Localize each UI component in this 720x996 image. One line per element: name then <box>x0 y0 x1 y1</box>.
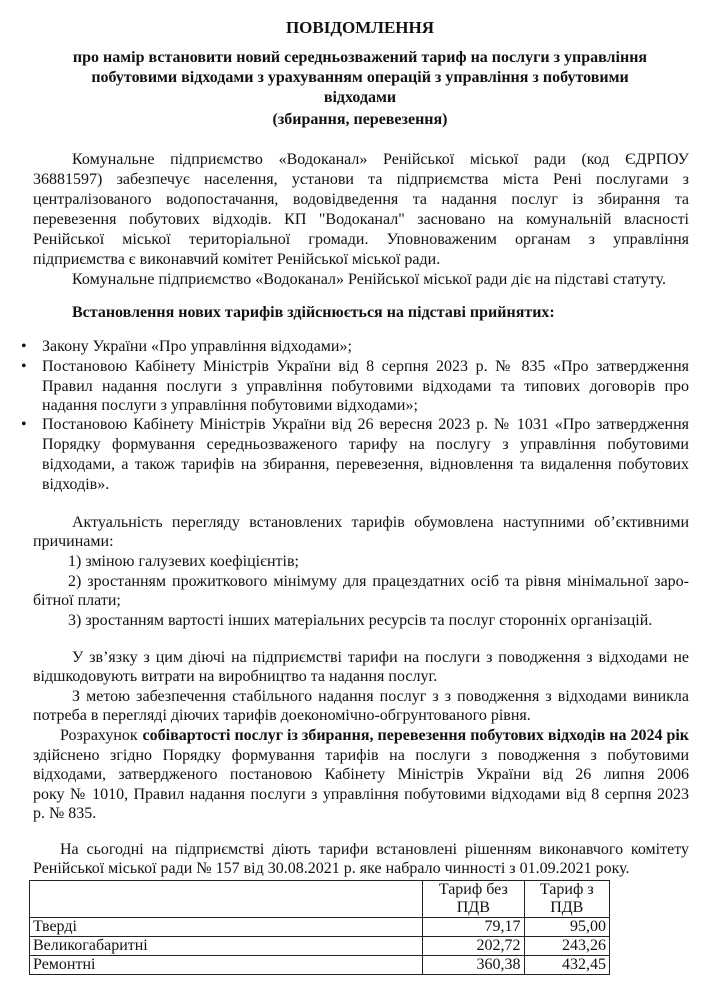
bullet-icon: • <box>21 338 27 355</box>
tariffs-table <box>29 880 610 975</box>
table-cell-category: Великогабаритні <box>30 937 423 956</box>
intro-line: централізованого водопостачання, водовідведення та надання послуг із збирання та <box>33 191 689 208</box>
calc-line-bold: собівартості послуг із збирання, перевезення побутових відходів на 2024 рік <box>142 727 689 744</box>
intro-line: Ренійської міської територіальної громади. Уповноваженим органам з управління <box>33 231 689 248</box>
consequence-line: потреба в перегляді діючих тарифів доекономічно-обгрунтованого рівня. <box>33 707 531 724</box>
bullet-icon: • <box>21 358 27 375</box>
current-tariffs-line: Ренійської міської ради № 157 від 30.08.2021 р. яке набрало чинності з 01.09.2021 року. <box>33 860 630 877</box>
basis-line: Постановою Кабінету Міністрів України від 8 серпня 2023 р. № 835 «Про затвердження <box>42 358 689 375</box>
subtitle-line: (збирання, перевезення) <box>272 111 448 128</box>
reasons-line: 2) зростанням прожиткового мінімуму для працездатних осіб та рівня мінімальної заро- <box>68 573 689 590</box>
calc-line: року № 1010, Правил надання послуги з управління побутовими відходами від 8 серпня 2023 <box>33 786 689 803</box>
table-header-cell: Тариф з ПДВ <box>524 881 609 918</box>
table-row <box>30 956 610 975</box>
table-cell-price-no-vat: 360,38 <box>423 956 525 975</box>
document-title: ПОВІДОМЛЕННЯ <box>285 18 435 37</box>
reasons-line: причинами: <box>33 533 114 550</box>
intro-line: підприємства є виконавчий комітет Ренійської міської ради. <box>33 251 441 268</box>
basis-line: надання послуги з управління побутовими відходами»; <box>42 397 418 414</box>
intro-line: перевезення побутових відходів. КП "Водоканал" засновано на комунальній власності <box>33 211 689 228</box>
table-cell-category: Ремонтні <box>30 956 423 975</box>
intro-line: 36881597) забезпечує населення, установи та підприємства міста Рені послугами з <box>33 171 689 188</box>
reasons-line: Актуальність перегляду встановлених тарифів обумовлена наступними об’єктивними <box>72 514 689 531</box>
table-cell-price-no-vat: 202,72 <box>423 937 525 956</box>
table-row <box>30 918 610 937</box>
calc-line: відходами, затвердженого постановою Кабінету Міністрів України від 26 липня 2006 <box>33 766 689 783</box>
consequence-line: У зв’язку з цим діючі на підприємстві тарифи на послуги з поводження з відходами не <box>72 649 689 666</box>
intro-line: Комунальне підприємство «Водоканал» Ренійської міської ради діє на підставі статуту. <box>72 271 666 288</box>
current-tariffs-line: На сьогодні на підприємстві діють тарифи встановлені рішенням виконавчого комітету <box>60 841 689 858</box>
basis-line: відходів». <box>42 476 110 493</box>
basis-line: Правил надання послуги з управління побутовими відходами та типових договорів про <box>42 378 689 395</box>
calc-line: здійснено згідно Порядку формування тарифів на послуги з поводження з побутовими <box>33 747 689 764</box>
subtitle-line: відходами <box>323 89 397 106</box>
reasons-line: 3) зростанням вартості інших матеріальних ресурсів та послуг сторонніх організацій. <box>68 612 653 629</box>
calc-line: р. № 835. <box>33 805 97 822</box>
basis-line: Закону України «Про управління відходами»; <box>42 338 352 355</box>
basis-heading: Встановлення нових тарифів здійснюється на підставі прийнятих: <box>72 304 555 321</box>
table-cell-price-vat: 95,00 <box>524 918 609 937</box>
calc-line <box>60 726 689 746</box>
subtitle-line: про намір встановити новий середньозважений тариф на послуги з управління <box>72 49 648 66</box>
table-cell-price-vat: 432,45 <box>524 956 609 975</box>
table-cell-price-no-vat: 79,17 <box>423 918 525 937</box>
table-cell-category: Тверді <box>30 918 423 937</box>
consequence-line: З метою забезпечення стабільного надання послуг з з поводження з відходами виникла <box>72 688 689 705</box>
table-cell-price-vat: 243,26 <box>524 937 609 956</box>
table-header-cell <box>30 881 423 918</box>
reasons-line: 1) зміною галузевих коефіцієнтів; <box>68 553 299 570</box>
basis-line: Порядку формування середньозваженого тарифу на послугу з управління побутовими <box>42 436 689 453</box>
basis-line: Постановою Кабінету Міністрів України від 26 вересня 2023 р. № 1031 «Про затвердження <box>42 416 689 433</box>
calc-line-prefix: Розрахунок <box>60 727 138 744</box>
basis-line: відходами, а також тарифів на збирання, перевезення, відновлення та видалення побутових <box>42 456 689 473</box>
bullet-icon: • <box>21 416 27 433</box>
table-header-row <box>30 881 610 918</box>
intro-line: Комунальне підприємство «Водоканал» Ренійської міської ради (код ЄДРПОУ <box>72 151 689 168</box>
consequence-line: відшкодовують витрати на виробництво та надання послуг. <box>33 668 438 685</box>
table-row <box>30 937 610 956</box>
subtitle-line: побутовими відходами з урахуванням операцій з управління з побутовими <box>91 69 629 86</box>
table-header-cell: Тариф без ПДВ <box>423 881 525 918</box>
reasons-line: бітної плати; <box>33 592 121 609</box>
